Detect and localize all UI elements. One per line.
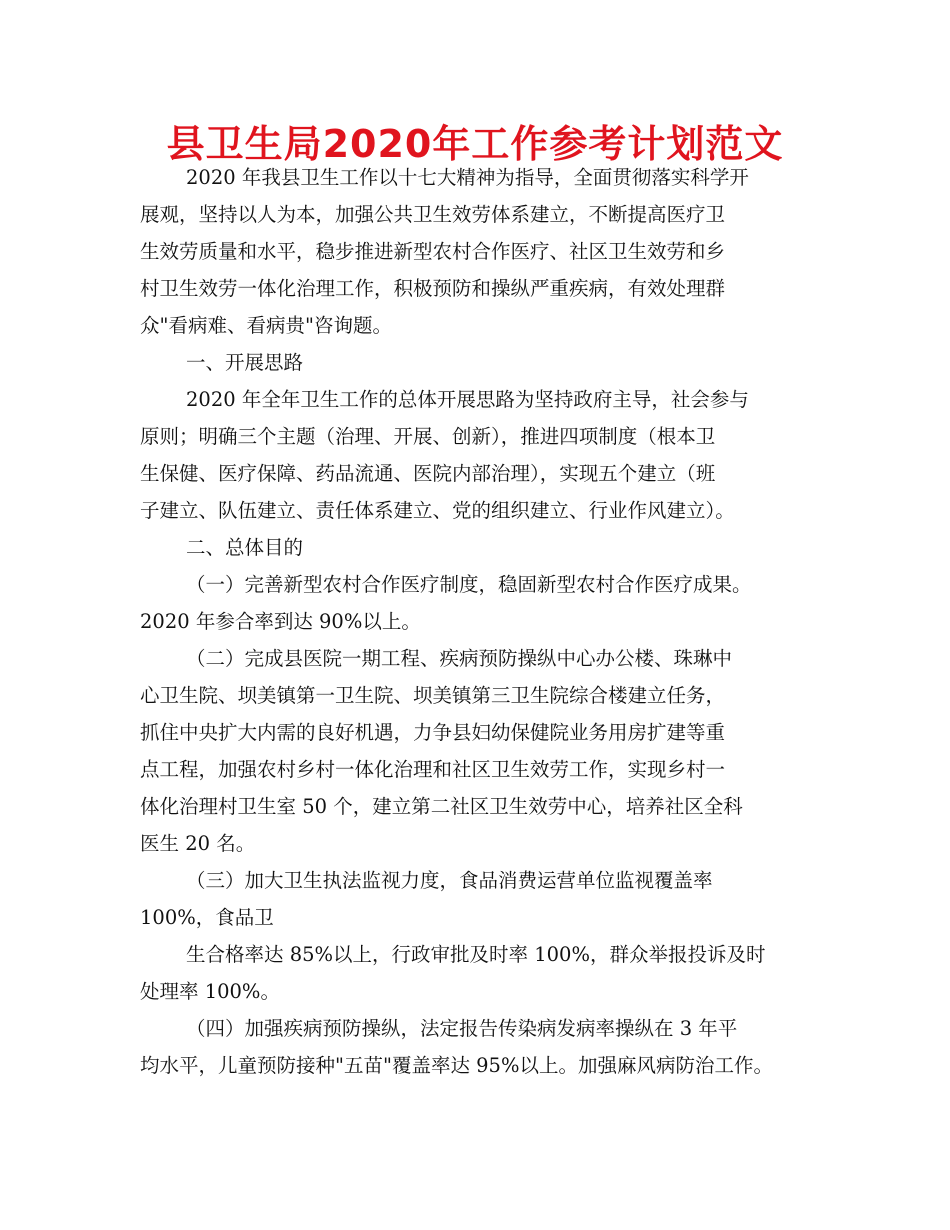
- paragraph-line: 村卫生效劳一体化治理工作，积极预防和操纵严重疾病，有效处理群: [140, 277, 726, 300]
- paragraph-line: （二）完成县医院一期工程、疾病预防操纵中心办公楼、珠琳中: [186, 647, 733, 670]
- paragraph-line: 子建立、队伍建立、责任体系建立、党的组织建立、行业作风建立）。: [140, 499, 735, 522]
- document-title: 县卫生局2020年工作参考计划范文: [166, 122, 784, 166]
- paragraph-line: 心卫生院、坝美镇第一卫生院、坝美镇第三卫生院综合楼建立任务，: [140, 684, 726, 707]
- paragraph-line: （四）加强疾病预防操纵，法定报告传染病发病率操纵在 3 年平: [186, 1017, 738, 1040]
- paragraph-line: （三）加大卫生执法监视力度，食品消费运营单位监视覆盖率: [186, 869, 713, 892]
- paragraph-line: 处理率 100%。: [140, 980, 280, 1003]
- paragraph-line: 展观，坚持以人为本，加强公共卫生效劳体系建立，不断提高医疗卫: [140, 203, 726, 226]
- paragraph-line: 2020 年全年卫生工作的总体开展思路为坚持政府主导，社会参与: [186, 388, 749, 411]
- paragraph-line: 抓住中央扩大内需的良好机遇，力争县妇幼保健院业务用房扩建等重: [140, 721, 726, 744]
- paragraph-line: 医生 20 名。: [140, 832, 256, 855]
- paragraph-line: 100%，食品卫: [140, 906, 274, 929]
- paragraph-line: 均水平，儿童预防接种"五苗"覆盖率达 95%以上。加强麻风病防治工作。: [140, 1054, 773, 1077]
- section-heading: 一、开展思路: [186, 351, 304, 374]
- paragraph-line: （一）完善新型农村合作医疗制度，稳固新型农村合作医疗成果。: [186, 573, 752, 596]
- paragraph-line: 生效劳质量和水平，稳步推进新型农村合作医疗、社区卫生效劳和乡: [140, 240, 726, 263]
- paragraph-line: 2020 年参合率到达 90%以上。: [140, 610, 421, 633]
- paragraph-line: 众"看病难、看病贵"咨询题。: [140, 314, 392, 337]
- paragraph-line: 原则；明确三个主题（治理、开展、创新），推进四项制度（根本卫: [140, 425, 716, 448]
- paragraph-line: 点工程，加强农村乡村一体化治理和社区卫生效劳工作，实现乡村一: [140, 758, 726, 781]
- paragraph-line: 生合格率达 85%以上，行政审批及时率 100%，群众举报投诉及时: [186, 943, 766, 966]
- paragraph-line: 生保健、医疗保障、药品流通、医院内部治理），实现五个建立（班: [140, 462, 716, 485]
- paragraph-line: 2020 年我县卫生工作以十七大精神为指导，全面贯彻落实科学开: [186, 166, 749, 189]
- section-heading: 二、总体目的: [186, 536, 304, 559]
- paragraph-line: 体化治理村卫生室 50 个，建立第二社区卫生效劳中心，培养社区全科: [140, 795, 743, 818]
